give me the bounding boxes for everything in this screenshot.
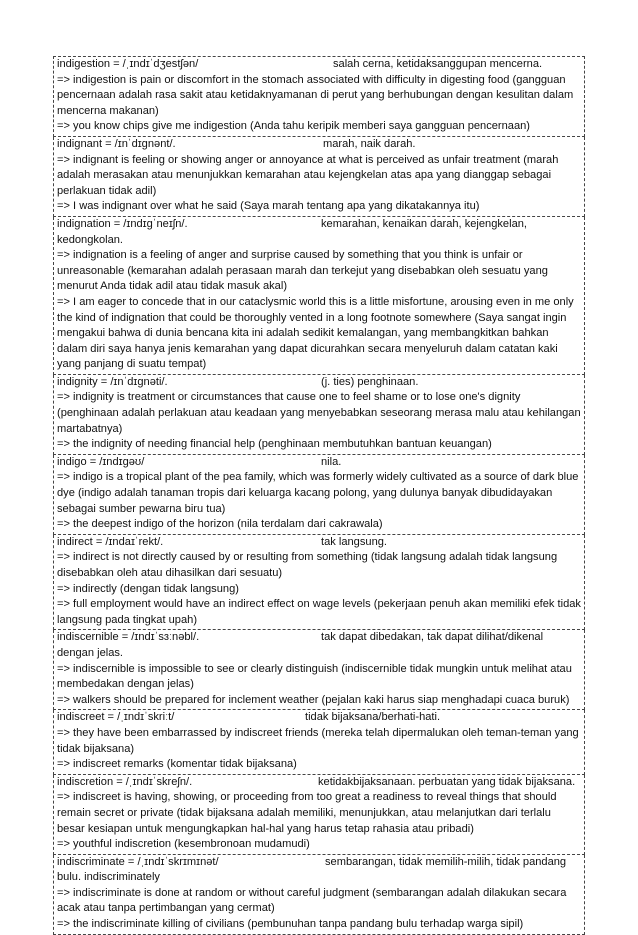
headword: indiscernible = /ɪndɪˈsɜːnəbl/. bbox=[57, 631, 200, 644]
definition: nila. bbox=[321, 455, 342, 468]
entry-line: => the deepest indigo of the horizon (nila terdalam dari cakrawala) bbox=[57, 518, 383, 531]
entry-line: => youthful indiscretion (kesembronoan mudamudi) bbox=[57, 838, 310, 851]
headword: indiscretion = /ˌɪndɪˈskreʃn/. bbox=[57, 775, 193, 788]
entry-line: => they have been embarrassed by indiscreet friends (mereka telah dipermalukan oleh teman-teman yang tidak bijaksana) bbox=[57, 726, 579, 755]
headword: indignant = /ɪnˈdɪɡnənt/. bbox=[57, 137, 176, 150]
entry-line: => you know chips give me indigestion (Anda tahu keripik memberi saya gangguan pencernaan) bbox=[57, 120, 531, 133]
definition: marah, naik darah. bbox=[323, 137, 416, 150]
entry-line: => indigo is a tropical plant of the pea family, which was formerly widely cultivated as a source of dark blue dye (indigo adalah tanaman tropis dari keluarga kacang polong, yang dulunya banyak dibudidayakan sebagai sumber pewarna biru tua) bbox=[57, 471, 579, 515]
entry-line: => the indiscriminate killing of civilians (pembunuhan tanpa pandang bulu terhadap warga sipil) bbox=[57, 918, 524, 931]
entry-line: => indiscernible is impossible to see or clearly distinguish (indiscernible tidak mungkin untuk melihat atau membedakan dengan jelas) bbox=[57, 662, 572, 691]
definition: sembarangan, tidak memilih-milih, tidak pandang bulu. indiscriminately bbox=[57, 855, 567, 884]
entry-indigestion bbox=[53, 56, 585, 137]
entry-line: => the indignity of needing financial help (penghinaan membutuhkan bantuan keuangan) bbox=[57, 438, 492, 451]
entry-indigo bbox=[53, 455, 585, 535]
entry-indiscreet bbox=[53, 710, 585, 774]
entry-line: => indiscriminate is done at random or without careful judgment (sembarangan adalah dilakukan secara acak atau tanpa pertimbangan yang cermat) bbox=[57, 886, 567, 915]
headword: indigestion = /ˌɪndɪˈdʒestʃən/ bbox=[57, 58, 199, 70]
headword: indigo = /ɪndɪɡəʊ/ bbox=[57, 455, 145, 468]
entry-line: => indirect is not directly caused by or resulting from something (tidak langsung adalah tidak langsung disebabkan oleh atau dihasilkan dari sesuatu) bbox=[57, 551, 558, 579]
entry-indignant bbox=[53, 137, 585, 217]
entry-indirect bbox=[53, 535, 585, 631]
headword: indignation = /ɪndɪɡˈneɪʃn/. bbox=[57, 217, 188, 230]
entry-line: => indignation is a feeling of anger and surprise caused by something that you think is unfair or unreasonable (kemarahan adalah perasaan marah dan terkejut yang disebabkan oleh sesuatu yang menurut Anda tidak adil atau tidak masuk akal) bbox=[57, 249, 548, 293]
entry-line: => indignant is feeling or showing anger or annoyance at what is perceived as unfair treatment (marah adalah merasakan atau menunjukkan kemarahan atau kejengkelan atas apa yang dianggap sebagai perlakuan tidak adil) bbox=[57, 153, 559, 197]
entry-line: => full employment would have an indirect effect on wage levels (pekerjaan penuh akan memiliki efek tidak langsung pada tingkat upah) bbox=[57, 598, 581, 626]
definition: tidak bijaksana/berhati-hati. bbox=[305, 711, 441, 724]
definition: kemarahan, kenaikan darah, kejengkelan, kedongkolan. bbox=[57, 217, 527, 246]
entry-line: => I am eager to concede that in our cataclysmic world this is a little misfortune, arousing even in me only the kind of indignation that could be thoroughly vented in a long footnote somewhere (Saya sangat ingin mengakui bahwa di dunia bencana kita ini adalah sedikit kemalangan, yang membangkitkan bahkan dalam diri saya hanya jenis kemarahan yang dapat dicurahkan secara menyeluruh dalam catatan kaki yang panjang di suatu tempat) bbox=[57, 295, 574, 371]
definition: tak langsung. bbox=[321, 535, 387, 548]
headword: indiscriminate = /ˌɪndɪˈskrɪmɪnət/ bbox=[57, 855, 219, 868]
entry-line: => indirectly (dengan tidak langsung) bbox=[57, 582, 239, 595]
headword: indirect = /ɪndaɪˈrekt/. bbox=[57, 535, 164, 548]
definition: tak dapat dibedakan, tak dapat dilihat/dikenal dengan jelas. bbox=[57, 631, 544, 659]
entry-indiscriminate bbox=[53, 855, 585, 935]
entry-line: => walkers should be prepared for inclement weather (pejalan kaki harus siap menghadapi cuaca buruk) bbox=[57, 693, 570, 706]
entry-line: => I was indignant over what he said (Saya marah tentang apa yang dikatakannya itu) bbox=[57, 200, 480, 213]
headword: indiscreet = /ˌɪndɪˈskriːt/ bbox=[57, 711, 175, 724]
entry-indiscernible bbox=[53, 630, 585, 710]
entry-line: => indiscreet remarks (komentar tidak bijaksana) bbox=[57, 758, 297, 771]
entry-line: => indigestion is pain or discomfort in the stomach associated with difficulty in digesting food (gangguan pencernaan adalah rasa sakit atau ketidaknyamanan di perut yang berhubungan dengan kesulitan dalam mencerna makanan) bbox=[57, 73, 574, 117]
entry-indiscretion bbox=[53, 775, 585, 855]
entry-indignation bbox=[53, 217, 585, 375]
entry-indignity bbox=[53, 375, 585, 455]
dictionary-entries bbox=[53, 56, 585, 935]
entry-line: => indiscreet is having, showing, or proceeding from too great a readiness to reveal things that should remain secret or private (tidak bijaksana adalah memiliki, menunjukkan, atau melanjutkan dari terlalu besar kesiapan untuk mengungkapkan hal-hal yang harus tetap rahasia atau pribadi) bbox=[57, 791, 557, 835]
definition: ketidakbijaksanaan. perbuatan yang tidak bijaksana. bbox=[318, 775, 576, 788]
definition: salah cerna, ketidaksanggupan mencerna. bbox=[333, 58, 543, 70]
definition: (j. ties) penghinaan. bbox=[321, 375, 419, 388]
entry-line: => indignity is treatment or circumstances that cause one to feel shame or to lose one's dignity (penghinaan adalah perlakuan atau keadaan yang menyebabkan seseorang merasa malu atau kehilangan martabatnya) bbox=[57, 391, 581, 435]
headword: indignity = /ɪnˈdɪɡnəti/. bbox=[57, 375, 168, 388]
